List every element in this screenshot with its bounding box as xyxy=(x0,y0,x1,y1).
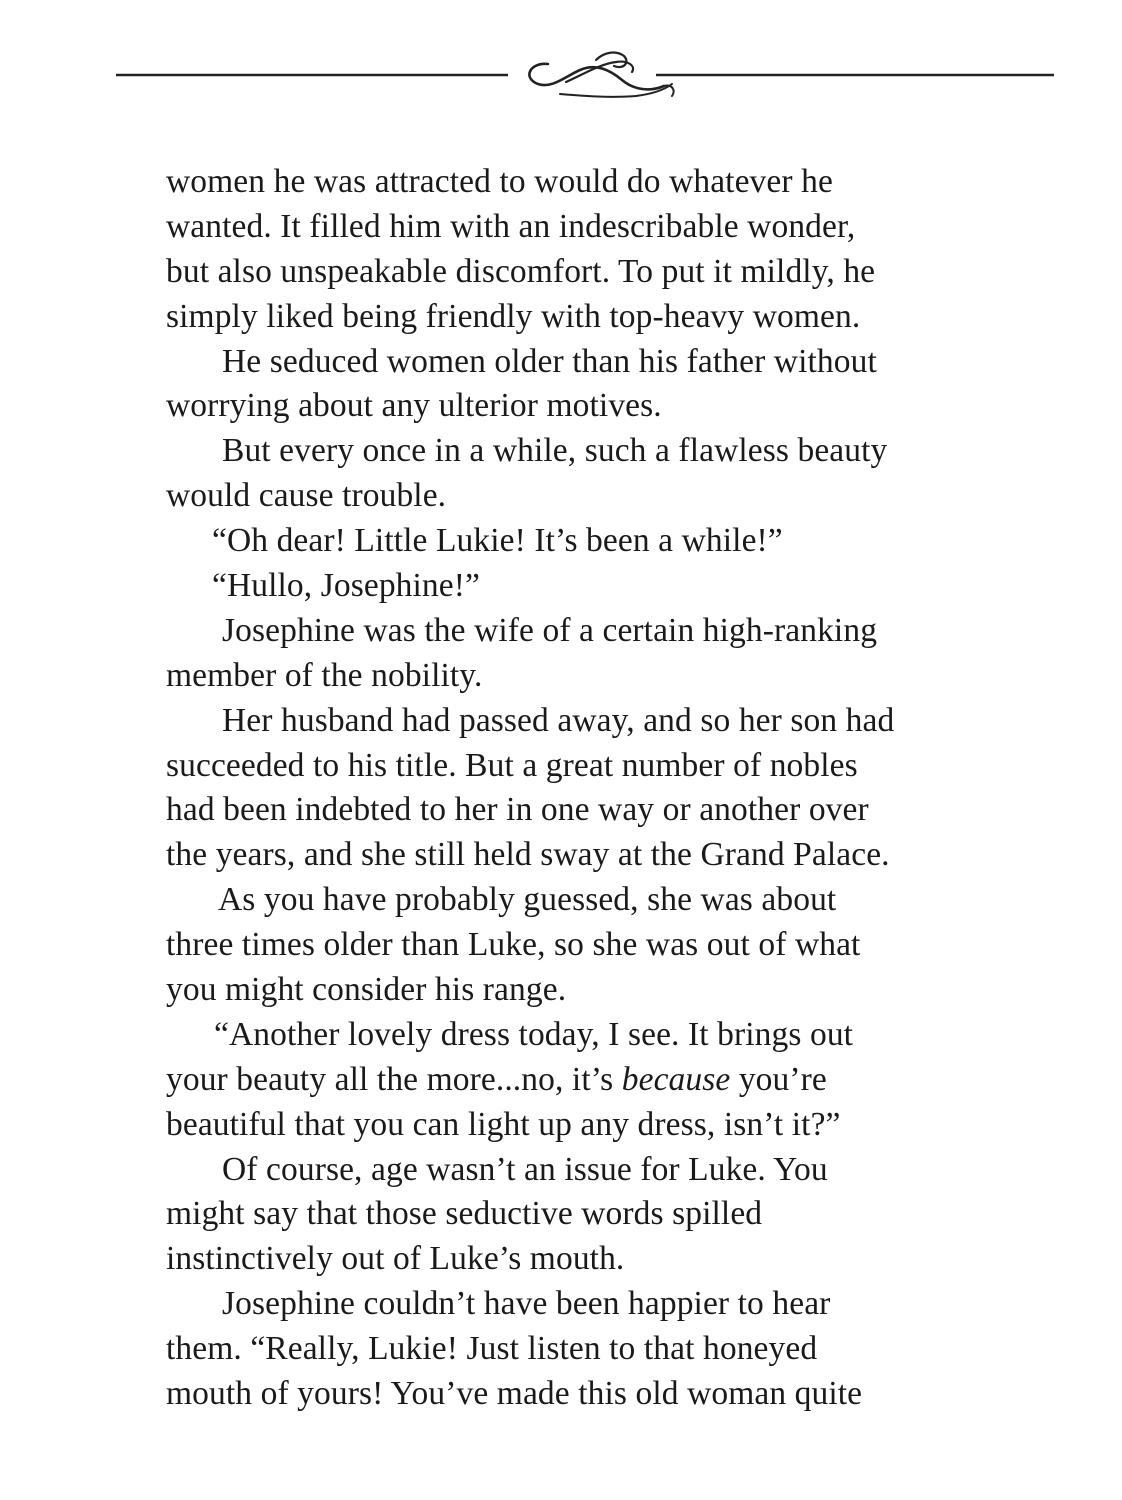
italic-emphasis: because xyxy=(621,1060,731,1098)
text-line: women he was attracted to would do whatever he xyxy=(166,163,833,200)
text-line: the years, and she still held sway at the Grand Palace. xyxy=(166,836,890,874)
text-line: He seduced women older than his father without xyxy=(222,342,877,380)
text-line: Of course, age wasn’t an issue for Luke. You xyxy=(222,1150,828,1188)
text-line: would cause trouble. xyxy=(166,477,447,515)
text-line: you might consider his range. xyxy=(166,971,567,1009)
text-line: but also unspeakable discomfort. To put it mildly, he xyxy=(166,252,876,290)
text-line: beautiful that you can light up any dress, isn’t it?” xyxy=(166,1105,841,1143)
text-line: might say that those seductive words spilled xyxy=(166,1195,763,1233)
text-line: mouth of yours! You’ve made this old woman quite xyxy=(166,1375,863,1413)
text-line: member of the nobility. xyxy=(166,656,483,694)
page-body-text xyxy=(166,160,986,1417)
text-line: succeeded to his title. But a great number of nobles xyxy=(166,746,858,784)
text-line: Josephine couldn’t have been happier to hear xyxy=(222,1285,831,1323)
text-line-with-italic xyxy=(166,1058,986,1103)
text-line: simply liked being friendly with top-heavy women. xyxy=(166,297,861,335)
text-segment: you’re xyxy=(730,1060,827,1098)
text-line: “Another lovely dress today, I see. It brings out xyxy=(214,1015,854,1053)
text-line: wanted. It filled him with an indescribable wonder, xyxy=(166,207,856,245)
text-line: worrying about any ulterior motives. xyxy=(166,387,662,425)
header-ornament-divider xyxy=(0,0,1122,120)
text-line: But every once in a while, such a flawless beauty xyxy=(222,432,888,470)
text-line: “Hullo, Josephine!” xyxy=(212,567,480,605)
text-line: them. “Really, Lukie! Just listen to that honeyed xyxy=(166,1330,818,1368)
text-line: Her husband had passed away, and so her son had xyxy=(222,701,895,739)
text-line: “Oh dear! Little Lukie! It’s been a while!” xyxy=(212,522,783,560)
text-segment: your beauty all the more...no, it’s xyxy=(166,1060,622,1098)
text-line: instinctively out of Luke’s mouth. xyxy=(166,1240,625,1278)
text-line: As you have probably guessed, she was about xyxy=(218,881,837,919)
text-line: three times older than Luke, so she was out of what xyxy=(166,926,861,964)
text-line: Josephine was the wife of a certain high-ranking xyxy=(222,611,878,649)
text-line: had been indebted to her in one way or another over xyxy=(166,791,869,829)
